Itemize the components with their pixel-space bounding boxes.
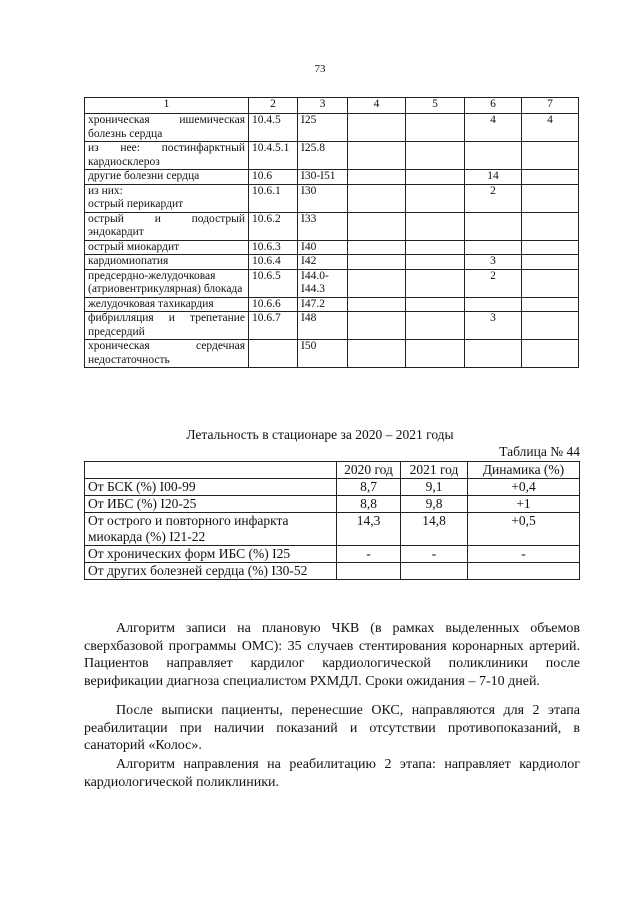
cell-c6: 14 <box>465 170 522 185</box>
cell-c6 <box>465 340 522 368</box>
table-number: Таблица № 44 <box>499 444 580 459</box>
cell-code: 10.4.5.1 <box>249 142 298 170</box>
cell-name: острый и подострый эндокардит <box>85 212 249 240</box>
col-header-4: 4 <box>348 98 406 114</box>
cell-c5 <box>406 297 465 312</box>
page-number: 73 <box>314 63 326 75</box>
mortality-table <box>84 461 580 580</box>
cell-c6: 3 <box>465 312 522 340</box>
cell-c4 <box>348 269 406 297</box>
disease-table-header-row <box>85 98 579 114</box>
paragraph-rehab-discharge: После выписки пациенты, перенесшие ОКС, направляются для 2 этапа реабилитации при наличии показаний и отсутствии противопоказаний, в санаторий «Колос». <box>84 703 580 753</box>
cell-c6: 2 <box>465 184 522 212</box>
cell-c7 <box>522 312 579 340</box>
cell-c5 <box>406 255 465 270</box>
cell-value <box>401 563 468 580</box>
cell-value: 9,1 <box>401 479 468 496</box>
cell-icd: I44.0-I44.3 <box>298 269 348 297</box>
cell-c5 <box>406 114 465 142</box>
cell-c4 <box>348 240 406 255</box>
cell-c4 <box>348 184 406 212</box>
cell-code: 10.6.5 <box>249 269 298 297</box>
cell-name: предсердно-желудочковая (атриовентрикулярная) блокада <box>85 269 249 297</box>
cell-c4 <box>348 340 406 368</box>
cell-code: 10.6 <box>249 170 298 185</box>
cell-code: 10.6.7 <box>249 312 298 340</box>
cell-c5 <box>406 184 465 212</box>
row-label: От хронических форм ИБС (%) I25 <box>85 546 337 563</box>
table-row <box>85 496 580 513</box>
row-label: От острого и повторного инфаркта миокарда (%) I21-22 <box>85 513 337 546</box>
col-header-5: 5 <box>406 98 465 114</box>
cell-c5 <box>406 240 465 255</box>
cell-c7 <box>522 142 579 170</box>
cell-c4 <box>348 255 406 270</box>
table-row <box>85 114 579 142</box>
cell-name: желудочковая тахикардия <box>85 297 249 312</box>
cell-c6 <box>465 212 522 240</box>
cell-c5 <box>406 312 465 340</box>
table-row <box>85 240 579 255</box>
cell-icd: I48 <box>298 312 348 340</box>
cell-value: +0,4 <box>468 479 580 496</box>
table-row <box>85 255 579 270</box>
cell-name: кардиомиопатия <box>85 255 249 270</box>
cell-code <box>249 340 298 368</box>
row-label: От ИБС (%) I20-25 <box>85 496 337 513</box>
cell-icd: I50 <box>298 340 348 368</box>
col-header-7: 7 <box>522 98 579 114</box>
col-header-3: 3 <box>298 98 348 114</box>
cell-c7 <box>522 170 579 185</box>
cell-code: 10.6.4 <box>249 255 298 270</box>
cell-c7 <box>522 297 579 312</box>
cell-c7: 4 <box>522 114 579 142</box>
table-row <box>85 269 579 297</box>
cell-c7 <box>522 269 579 297</box>
cell-name: хроническая ишемическая болезнь сердца <box>85 114 249 142</box>
cell-icd: I33 <box>298 212 348 240</box>
cell-c7 <box>522 212 579 240</box>
table-row <box>85 312 579 340</box>
cell-icd: I40 <box>298 240 348 255</box>
cell-value: - <box>468 546 580 563</box>
cell-value: +1 <box>468 496 580 513</box>
cell-c5 <box>406 212 465 240</box>
cell-c5 <box>406 170 465 185</box>
table-row <box>85 212 579 240</box>
table-row <box>85 563 580 580</box>
table-row <box>85 297 579 312</box>
mortality-header-2020: 2020 год <box>337 462 401 479</box>
cell-name: острый миокардит <box>85 240 249 255</box>
cell-name: фибрилляция и трепетание предсердий <box>85 312 249 340</box>
cell-c6 <box>465 297 522 312</box>
mortality-caption: Летальность в стационаре за 2020 – 2021 годы <box>186 427 454 442</box>
cell-value <box>468 563 580 580</box>
cell-value: 14,3 <box>337 513 401 546</box>
table-row <box>85 479 580 496</box>
cell-value: - <box>401 546 468 563</box>
cell-name: другие болезни сердца <box>85 170 249 185</box>
cell-icd: I30 <box>298 184 348 212</box>
paragraph-pci-algorithm: Алгоритм записи на плановую ЧКВ (в рамках выделенных объемов сверхбазовой программы ОМС): 35 случаев стентирования коронарных артерий. Пациентов направляет кардилог кардиологической поликлиники после верификации диагноза специалистом РХМДЛ. Сроки ожидания – 7-10 дней. <box>84 621 580 689</box>
cell-icd: I30-I51 <box>298 170 348 185</box>
cell-value: - <box>337 546 401 563</box>
cell-c6 <box>465 240 522 255</box>
cell-icd: I47.2 <box>298 297 348 312</box>
table-row <box>85 513 580 546</box>
col-header-2: 2 <box>249 98 298 114</box>
cell-code: 10.6.3 <box>249 240 298 255</box>
cell-icd: I42 <box>298 255 348 270</box>
cell-value: 8,8 <box>337 496 401 513</box>
cell-c4 <box>348 297 406 312</box>
table-row <box>85 170 579 185</box>
table-row <box>85 142 579 170</box>
cell-c6: 3 <box>465 255 522 270</box>
mortality-table-header-row <box>85 462 580 479</box>
col-header-6: 6 <box>465 98 522 114</box>
cell-name: из нее: постинфарктный кардиосклероз <box>85 142 249 170</box>
cell-c7 <box>522 184 579 212</box>
cell-code: 10.6.1 <box>249 184 298 212</box>
mortality-header-2021: 2021 год <box>401 462 468 479</box>
table-row <box>85 546 580 563</box>
row-label: От БСК (%) I00-99 <box>85 479 337 496</box>
cell-name: из них: острый перикардит <box>85 184 249 212</box>
cell-value: 14,8 <box>401 513 468 546</box>
cell-c4 <box>348 312 406 340</box>
cell-icd: I25 <box>298 114 348 142</box>
cell-c5 <box>406 269 465 297</box>
table-row <box>85 184 579 212</box>
paragraph-rehab-algorithm: Алгоритм направления на реабилитацию 2 этапа: направляет кардиолог кардиологической поликлиники. <box>84 757 580 790</box>
cell-c4 <box>348 212 406 240</box>
row-label: От других болезней сердца (%) I30-52 <box>85 563 337 580</box>
cell-c4 <box>348 114 406 142</box>
cell-c6: 2 <box>465 269 522 297</box>
mortality-header-empty <box>85 462 337 479</box>
cell-name: хроническая сердечная недостаточность <box>85 340 249 368</box>
cell-code: 10.6.2 <box>249 212 298 240</box>
cell-value: 8,7 <box>337 479 401 496</box>
cell-code: 10.6.6 <box>249 297 298 312</box>
disease-table <box>84 97 579 368</box>
cell-c7 <box>522 240 579 255</box>
cell-c5 <box>406 142 465 170</box>
cell-value: 9,8 <box>401 496 468 513</box>
cell-c4 <box>348 142 406 170</box>
cell-code: 10.4.5 <box>249 114 298 142</box>
cell-value: +0,5 <box>468 513 580 546</box>
cell-c7 <box>522 340 579 368</box>
cell-c4 <box>348 170 406 185</box>
cell-c6: 4 <box>465 114 522 142</box>
cell-c7 <box>522 255 579 270</box>
cell-value <box>337 563 401 580</box>
mortality-header-dynamics: Динамика (%) <box>468 462 580 479</box>
cell-c5 <box>406 340 465 368</box>
col-header-1: 1 <box>85 98 249 114</box>
cell-icd: I25.8 <box>298 142 348 170</box>
table-row <box>85 340 579 368</box>
cell-c6 <box>465 142 522 170</box>
